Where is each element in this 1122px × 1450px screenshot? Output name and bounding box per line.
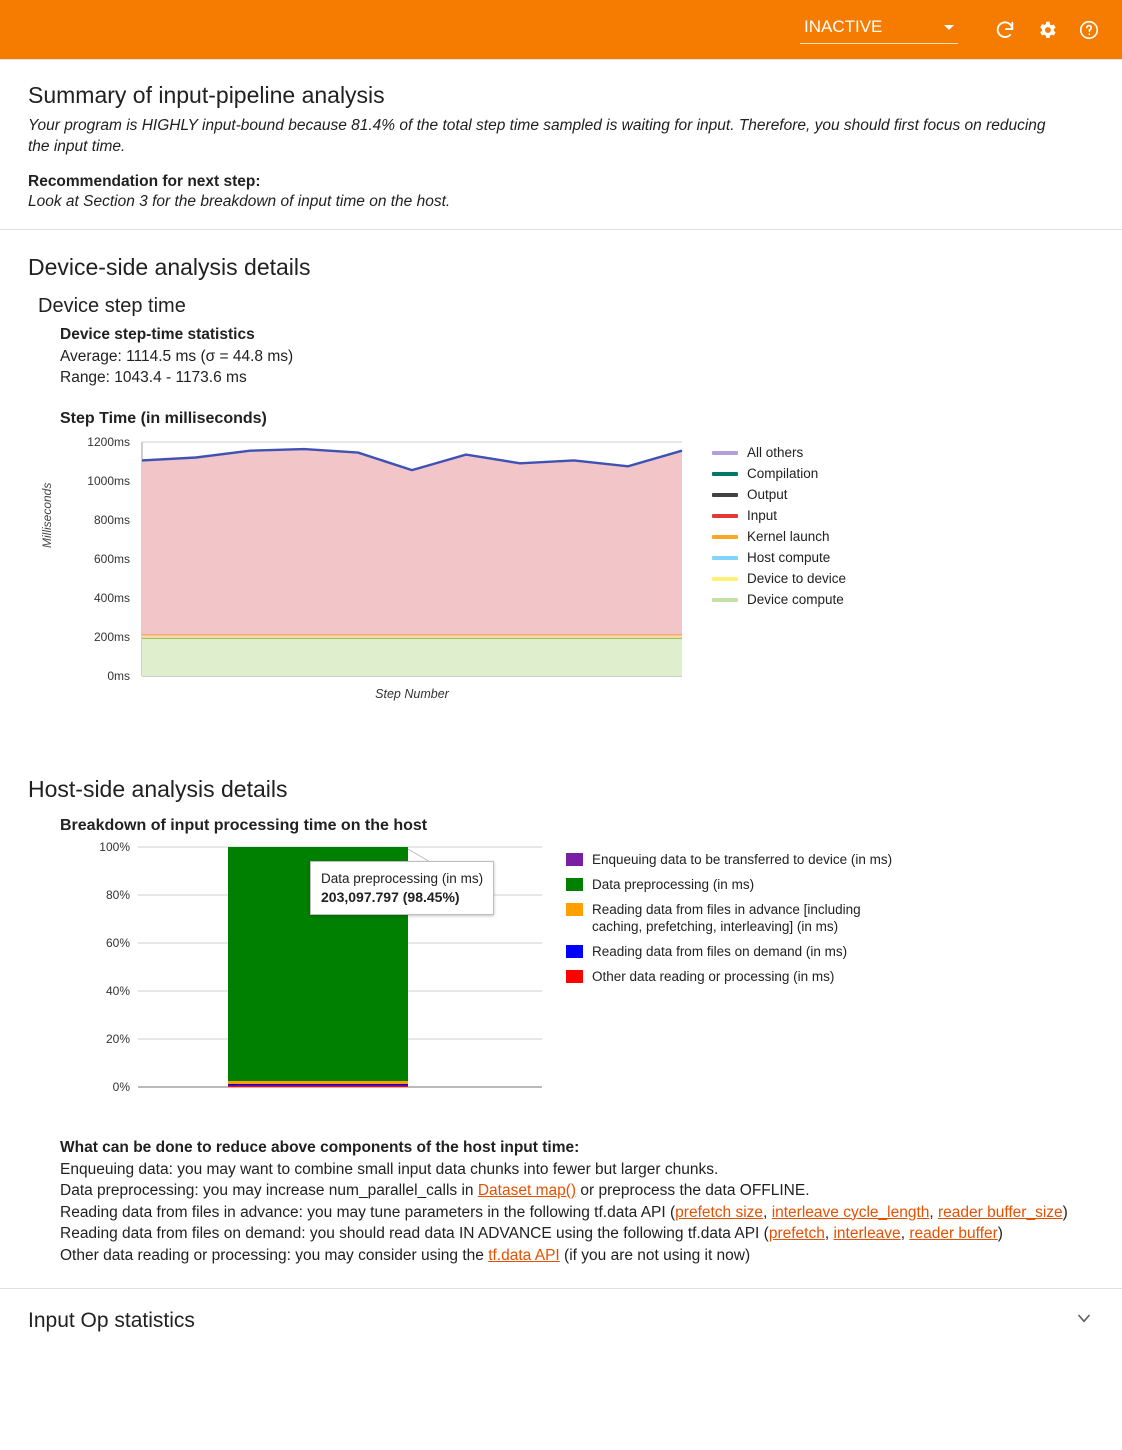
legend-item[interactable] [712, 547, 846, 568]
stats-range: Range: 1043.4 - 1173.6 ms [60, 369, 247, 386]
device-side-heading: Device-side analysis details [28, 254, 311, 280]
legend-label: Output [747, 487, 788, 502]
app-toolbar [0, 0, 1122, 60]
step-time-y-axis-label: Milliseconds [40, 482, 54, 548]
legend-label: Device to device [747, 571, 847, 586]
advice-line-preprocessing [60, 1180, 1094, 1202]
legend-label: Device compute [747, 592, 844, 607]
stats-title: Device step-time statistics [60, 326, 255, 343]
legend-item[interactable] [566, 968, 892, 985]
link-prefetch[interactable]: prefetch [768, 1225, 825, 1242]
legend-swatch-other [566, 970, 583, 983]
step-time-legend [712, 436, 846, 736]
y-tick-0: 0ms [107, 669, 130, 683]
legend-item[interactable] [566, 876, 892, 893]
y-tick-80pct: 80% [105, 888, 130, 902]
chevron-down-icon[interactable] [1074, 1308, 1094, 1333]
host-chart-title: Breakdown of input processing time on the host [60, 817, 428, 834]
y-tick-400: 400ms [93, 591, 130, 605]
run-status-dropdown[interactable] [800, 15, 958, 44]
y-tick-40pct: 40% [105, 984, 130, 998]
legend-item[interactable] [712, 484, 846, 505]
advice-line-read-demand: Reading data from files on demand: you should read data IN ADVANCE using the following tf.data API (prefetch, interleave, reader buffer) [60, 1225, 1003, 1242]
link-interleave-cycle-length[interactable]: interleave cycle_length [771, 1203, 930, 1221]
link-reader-buffer-size[interactable]: reader buffer_size [938, 1203, 1063, 1221]
legend-swatch-enqueuing [566, 853, 583, 866]
y-tick-1000: 1000ms [87, 474, 130, 488]
device-side-section [0, 254, 1122, 1266]
link-dataset-map[interactable]: Dataset map() [477, 1182, 577, 1199]
legend-swatch-device-compute [712, 598, 738, 602]
legend-item[interactable] [566, 943, 892, 960]
y-tick-800: 800ms [93, 513, 130, 527]
legend-item[interactable] [712, 463, 846, 484]
legend-item[interactable] [712, 568, 846, 589]
link-prefetch-size[interactable]: prefetch size [675, 1203, 764, 1221]
summary-body: Your program is HIGHLY input-bound because 81.4% of the total step time sampled is waiting for input. Therefore, you should first focus on reducing the input time. [28, 117, 1046, 155]
step-time-chart-title: Step Time (in milliseconds) [60, 410, 267, 427]
legend-swatch-preprocessing [566, 878, 583, 891]
legend-label: Input [747, 508, 778, 523]
tooltip-value: 203,097.797 (98.45%) [321, 889, 460, 905]
legend-label: Enqueuing data to be transferred to device (in ms) [592, 852, 893, 867]
y-tick-0pct: 0% [112, 1080, 130, 1094]
refresh-icon[interactable] [988, 13, 1022, 47]
legend-swatch-read-advance [566, 903, 583, 916]
stats-average: Average: 1114.5 ms (σ = 44.8 ms) [60, 348, 294, 365]
legend-label: Kernel launch [747, 529, 830, 544]
legend-swatch-read-demand [566, 945, 583, 958]
advice-text: ) [997, 1225, 1003, 1242]
legend-label: Data preprocessing (in ms) [592, 877, 755, 892]
host-side-heading: Host-side analysis details [28, 776, 288, 802]
chart-tooltip [310, 861, 494, 915]
bar-reading-on-demand [228, 1084, 408, 1086]
host-breakdown-chart [42, 841, 562, 1131]
advice-line-read-advance: Reading data from files in advance: you may tune parameters in the following tf.data API (prefetch size, interleave cycle_length, reader buffer_size) [60, 1203, 1068, 1221]
legend-label: Reading data from files in advance [including caching, prefetching, interleaving] (in ms) [592, 902, 861, 934]
legend-swatch-host-compute [712, 556, 738, 560]
link-reader-buffer[interactable]: reader buffer [909, 1225, 998, 1242]
panel-title: Input Op statistics [28, 1308, 195, 1332]
legend-label: All others [747, 445, 804, 460]
chevron-down-icon [944, 25, 954, 30]
bar-other-reading [228, 1086, 408, 1088]
link-interleave[interactable]: interleave [833, 1225, 901, 1242]
host-breakdown-legend [566, 841, 892, 1131]
legend-item[interactable] [566, 901, 892, 935]
settings-icon[interactable] [1030, 13, 1064, 47]
advice-text: or preprocess the data OFFLINE. [576, 1182, 810, 1199]
host-chart-area [42, 841, 1094, 1131]
advice-text: Reading data from files on demand: you should read data IN ADVANCE using the following tf.data API ( [60, 1225, 769, 1242]
advice-title: What can be done to reduce above components of the host input time: [60, 1139, 580, 1156]
advice-text: Data preprocessing: you may increase num_parallel_calls in [60, 1182, 478, 1199]
y-tick-60pct: 60% [105, 936, 130, 950]
legend-swatch-device-to-device [712, 577, 738, 581]
step-time-x-axis-label: Step Number [375, 687, 449, 701]
tooltip-label: Data preprocessing (in ms) [321, 871, 484, 886]
y-tick-200: 200ms [93, 630, 130, 644]
legend-swatch-kernel-launch [712, 535, 738, 539]
legend-item[interactable] [712, 589, 846, 610]
y-tick-1200: 1200ms [87, 436, 130, 449]
y-tick-600: 600ms [93, 552, 130, 566]
legend-item[interactable] [566, 851, 892, 868]
summary-title: Summary of input-pipeline analysis [28, 82, 385, 108]
advice-text: ) [1062, 1203, 1068, 1221]
step-time-chart-area [42, 436, 1094, 736]
legend-label: Reading data from files on demand (in ms) [592, 944, 848, 959]
advice-text: Reading data from files in advance: you may tune parameters in the following tf.data API ( [60, 1203, 676, 1221]
advice-text: (if you are not using it now) [559, 1246, 751, 1264]
legend-item[interactable] [712, 526, 846, 547]
advice-line-enqueuing [60, 1159, 1094, 1181]
recommendation-body: Look at Section 3 for the breakdown of input time on the host. [28, 193, 451, 210]
recommendation-title: Recommendation for next step: [28, 173, 261, 190]
section-divider [0, 229, 1122, 230]
advice-text: Enqueuing data: you may want to combine small input data chunks into fewer but larger chunks. [60, 1160, 719, 1178]
input-op-statistics-panel[interactable] [0, 1288, 1122, 1352]
device-step-time-subheading: Device step time [38, 295, 186, 317]
legend-label: Other data reading or processing (in ms) [592, 969, 835, 984]
link-tf-data-api[interactable]: tf.data API [488, 1246, 560, 1264]
help-icon[interactable] [1072, 13, 1106, 47]
host-advice [60, 1137, 1094, 1266]
step-time-plot [42, 436, 702, 736]
legend-item[interactable] [712, 442, 846, 463]
run-status-value: INACTIVE [804, 17, 883, 36]
y-tick-20pct: 20% [105, 1032, 130, 1046]
legend-swatch-compilation [712, 472, 738, 476]
y-tick-100pct: 100% [99, 841, 130, 854]
advice-line-other [60, 1245, 1094, 1267]
legend-swatch-all-others [712, 451, 738, 455]
legend-swatch-input [712, 514, 738, 518]
legend-swatch-output [712, 493, 738, 497]
legend-label: Host compute [747, 550, 831, 565]
summary-section [0, 82, 1122, 211]
legend-item[interactable] [712, 505, 846, 526]
legend-label: Compilation [747, 466, 819, 481]
advice-text: Other data reading or processing: you may consider using the [60, 1246, 489, 1264]
step-time-chart [42, 436, 702, 736]
device-step-time-stats [60, 326, 1094, 388]
